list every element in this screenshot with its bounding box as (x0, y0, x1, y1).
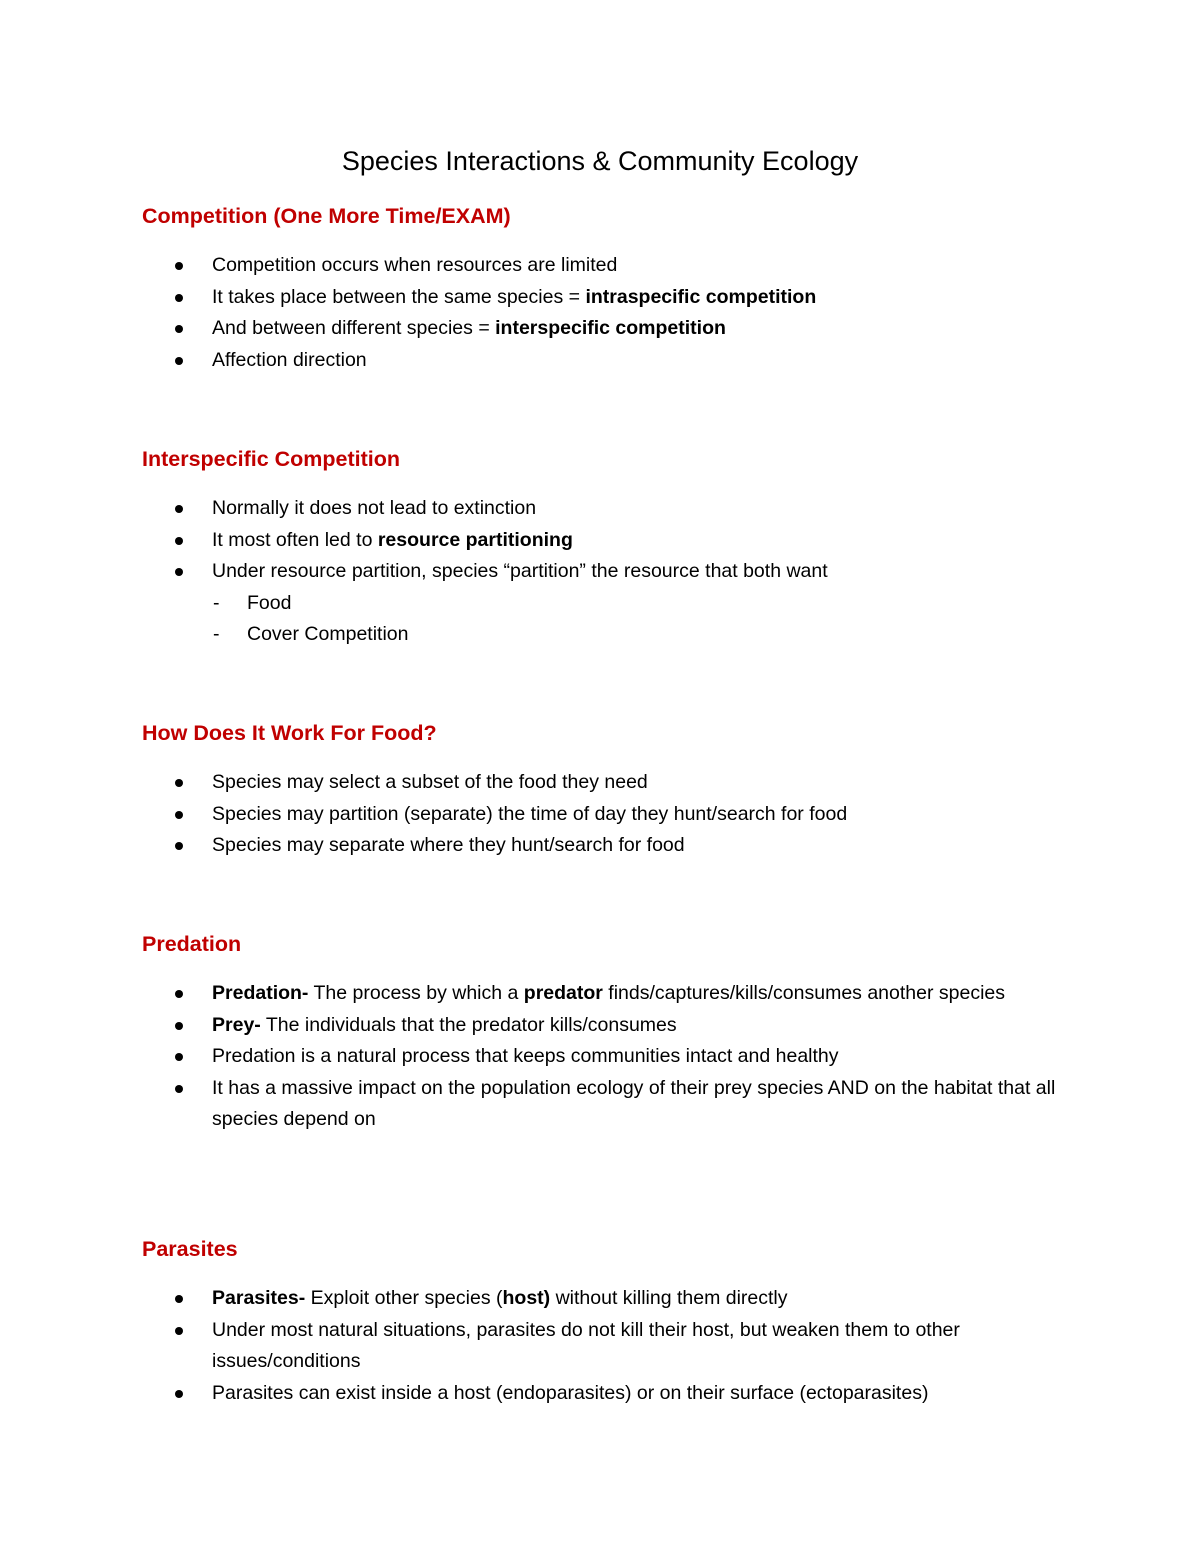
section-heading: Interspecific Competition (142, 447, 401, 471)
bullet-list (142, 978, 1102, 1136)
bullet-icon (175, 357, 183, 365)
bullet-icon (175, 505, 183, 513)
text-run: Normally it does not lead to extinction (212, 497, 537, 519)
bullet-item (142, 767, 1102, 799)
text-run: Affection direction (212, 348, 367, 371)
text-run: Parasites can exist inside a host (endoparasites) or on their surface (ectoparasites) (212, 1381, 929, 1404)
bullet-item (142, 313, 1102, 345)
text-run: Exploit other species ( (305, 1287, 503, 1309)
text-run: Species may separate where they hunt/search for food (212, 834, 685, 856)
text-run: Competition occurs when resources are limited (212, 254, 618, 276)
bullet-icon (175, 1085, 183, 1093)
bold-text: Parasites- (212, 1287, 306, 1309)
sub-list-item (142, 588, 1102, 620)
section-heading: How Does It Work For Food? (142, 721, 437, 745)
bullet-item (142, 1315, 1102, 1378)
bullet-item (142, 1073, 1102, 1136)
bullet-icon (175, 779, 183, 787)
bullet-icon (175, 811, 183, 819)
text-run: Predation is a natural process that keeps communities intact and healthy (212, 1045, 839, 1067)
bullet-item (142, 1041, 1102, 1073)
sub-list-item (142, 619, 1102, 651)
text-run: And between different species = (212, 317, 496, 339)
bullet-icon (175, 537, 183, 545)
section-competition (142, 200, 1102, 376)
dash-icon: - (213, 591, 220, 614)
bullet-icon (175, 262, 183, 270)
bullet-item (142, 1010, 1102, 1042)
bold-text: Predation- (212, 982, 309, 1004)
bullet-icon (175, 1390, 183, 1398)
text-run: finds/captures/kills/consumes another species (602, 982, 1006, 1004)
bullet-icon (175, 325, 183, 333)
bullet-item (142, 250, 1102, 282)
text-run: It has a massive impact on the population ecology of their prey species AND on the habitat that all species depend on (212, 1076, 1056, 1130)
bullet-icon (175, 1295, 183, 1303)
text-run: Under most natural situations, parasites do not kill their host, but weaken them to other issues/conditions (212, 1318, 960, 1372)
bullet-list (142, 767, 1102, 862)
bullet-item (142, 525, 1102, 557)
section-how-does-it-work-for-food (142, 717, 1102, 862)
bullet-item (142, 345, 1102, 377)
section-heading: Parasites (142, 1237, 238, 1261)
bullet-item (142, 556, 1102, 588)
sub-list (142, 588, 1102, 651)
text-run: The process by which a (308, 982, 524, 1004)
bullet-item (142, 978, 1102, 1010)
bullet-icon (175, 1327, 183, 1335)
text-run: without killing them directly (550, 1287, 788, 1309)
bold-text: Prey- (212, 1013, 261, 1036)
bullet-item (142, 1283, 1102, 1315)
section-parasites (142, 1233, 1102, 1409)
bullet-item (142, 830, 1102, 862)
section-interspecific-competition (142, 443, 1102, 651)
bullet-list (142, 493, 1102, 651)
bullet-icon (175, 1022, 183, 1030)
text-run: It takes place between the same species = (212, 285, 586, 308)
bold-text: predator (523, 982, 603, 1004)
text-run: Species may partition (separate) the time of day they hunt/search for food (212, 802, 848, 825)
bold-text: host) (502, 1287, 551, 1309)
bullet-list (142, 1283, 1102, 1409)
bold-text: interspecific competition (495, 317, 726, 339)
text-run: It most often led to (212, 528, 378, 551)
bullet-list (142, 250, 1102, 376)
bold-text: intraspecific competition (585, 285, 817, 308)
section-predation (142, 928, 1102, 1136)
bullet-icon (175, 842, 183, 850)
section-heading: Competition (One More Time/EXAM) (142, 204, 511, 228)
document-title: Species Interactions & Community Ecology (341, 146, 859, 176)
sub-item-label: Food (247, 591, 292, 614)
section-heading: Predation (142, 932, 242, 956)
bullet-item (142, 282, 1102, 314)
bullet-icon (175, 990, 183, 998)
bullet-item (142, 799, 1102, 831)
bullet-icon (175, 1053, 183, 1061)
bullet-icon (175, 568, 183, 576)
dash-icon: - (213, 623, 220, 645)
bold-text: resource partitioning (377, 528, 573, 551)
bullet-item (142, 1378, 1102, 1410)
sub-item-label: Cover Competition (247, 623, 409, 645)
text-run: The individuals that the predator kills/consumes (260, 1013, 677, 1036)
bullet-icon (175, 294, 183, 302)
bullet-item (142, 493, 1102, 525)
text-run: Under resource partition, species “partition” the resource that both want (212, 560, 828, 582)
text-run: Species may select a subset of the food they need (212, 771, 648, 793)
